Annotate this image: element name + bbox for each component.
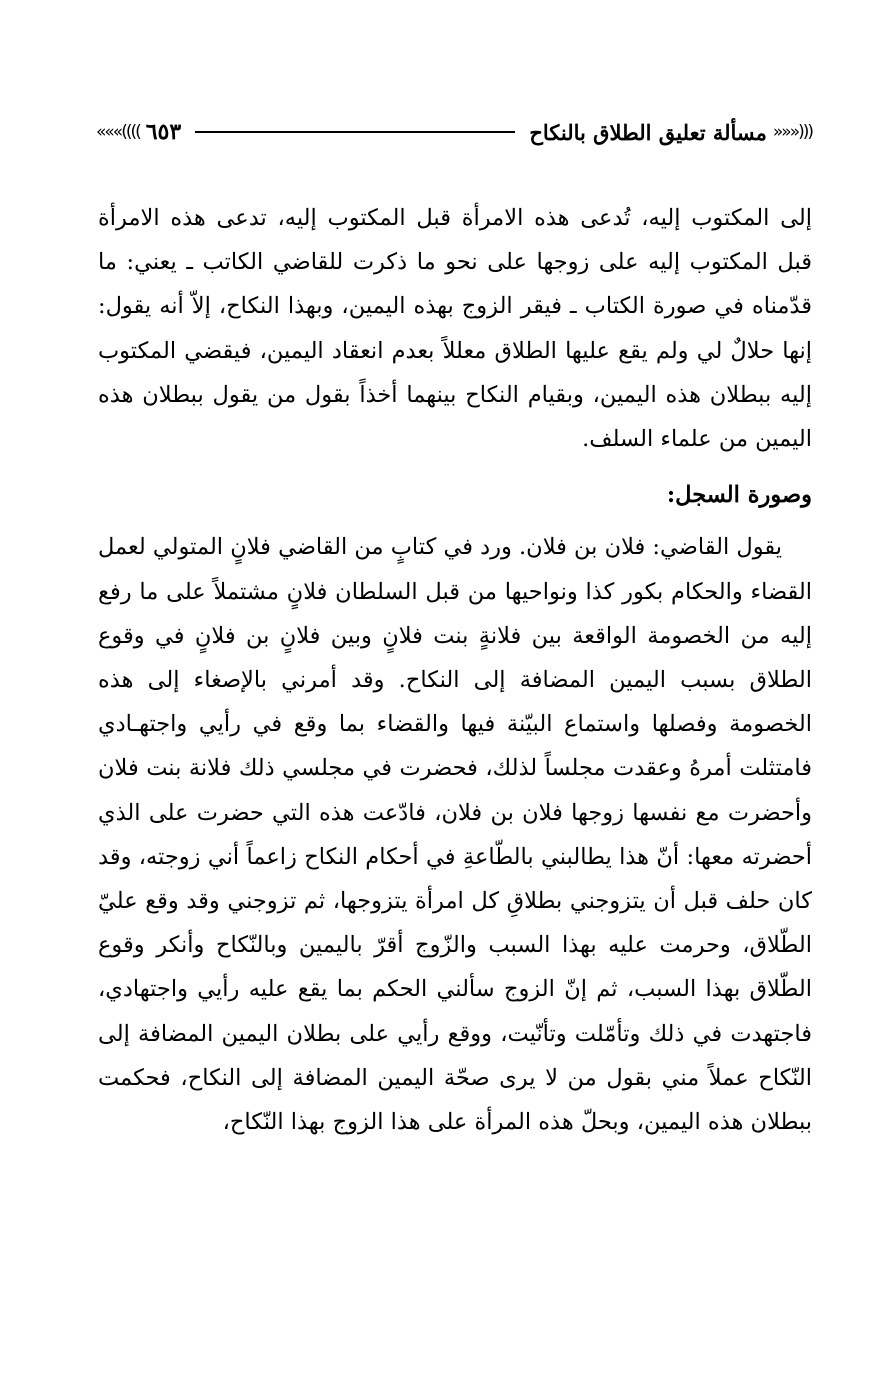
- page-number: ٦٥٣: [145, 119, 182, 145]
- running-header: [96, 112, 812, 152]
- section-heading: وصورة السجل:: [666, 482, 812, 509]
- body-text: [98, 196, 812, 1144]
- paragraph-continuation: إلى المكتوب إليه، تُدعى هذه الامرأة قبل المكتوب إليه، تدعى هذه الامرأة قبل المكتوب إليه على زوجها على نحو ما ذكرت للقاضي الكاتب ـ يعني: ما قدّمناه في صورة الكتاب ـ فيقر الزوج بهذه اليمين، وبهذا النكاح، إلاّ أنه يقول: إنها حلالٌ لي ولم يقع عليها الطلاق معللاً بعدم انعقاد اليمين، فيقضي المكتوب إليه ببطلان هذه اليمين، وبقيام النكاح بينهما أخذاً بقول من يقول ببطلان هذه اليمين من علماء السلف.: [98, 205, 812, 453]
- paragraph-record-form: يقول القاضي: فلان بن فلان. ورد في كتابٍ من القاضي فلانٍ المتولي لعمل القضاء والحكام بكور كذا ونواحيها من قبل السلطان فلانٍ مشتملاً على ما رفع إليه من الخصومة الواقعة بين فلانةٍ بنت فلانٍ وبين فلانٍ بن فلانٍ في وقوع الطلاق بسبب اليمين المضافة إلى النكاح. وقد أمرني بالإصغاء إلى هذه الخصومة وفصلها واستماع البيّنة فيها والقضاء بما وقع في رأيي واجتهـادي فامتثلت أمرهُ وعقدت مجلساً لذلك، فحضرت في مجلسي ذلك فلانة بنت فلان وأحضرت مع نفسها زوجها فلان بن فلان، فادّعت هذه التي حضرت على الذي أحضرته معها: أنّ هذا يطالبني بالطّاعةِ في أحكام النكاح زاعماً أني زوجته، وقد كان حلف قبل أن يتزوجني بطلاقِ كل امرأة يتزوجها، ثم تزوجني وقد وقع عليّ الطّلاق، وحرمت عليه بهذا السبب والزّوج أقرّ باليمين وبالنّكاح وأنكر وقوع الطّلاق بهذا السبب، ثم إنّ الزوج سألني الحكم بما يقع عليه رأيي واجتهادي، فاجتهدت في ذلك وتأمّلت وتأنّيت، ووقع رأيي على بطلان اليمين المضافة إلى النّكاح عملاً مني بقول من لا يرى صحّة اليمين المضافة إلى النكاح، فحكمت ببطلان هذه اليمين، وبحلّ هذه المرأة على هذا الزوج بهذا النّكاح،: [98, 534, 812, 1136]
- running-title: مسألة تعليق الطلاق بالنكاح: [529, 119, 767, 145]
- header-rule: [195, 131, 515, 133]
- header-ornament-left: «««((((: [96, 122, 140, 142]
- header-ornament-right: »»»))): [772, 122, 812, 142]
